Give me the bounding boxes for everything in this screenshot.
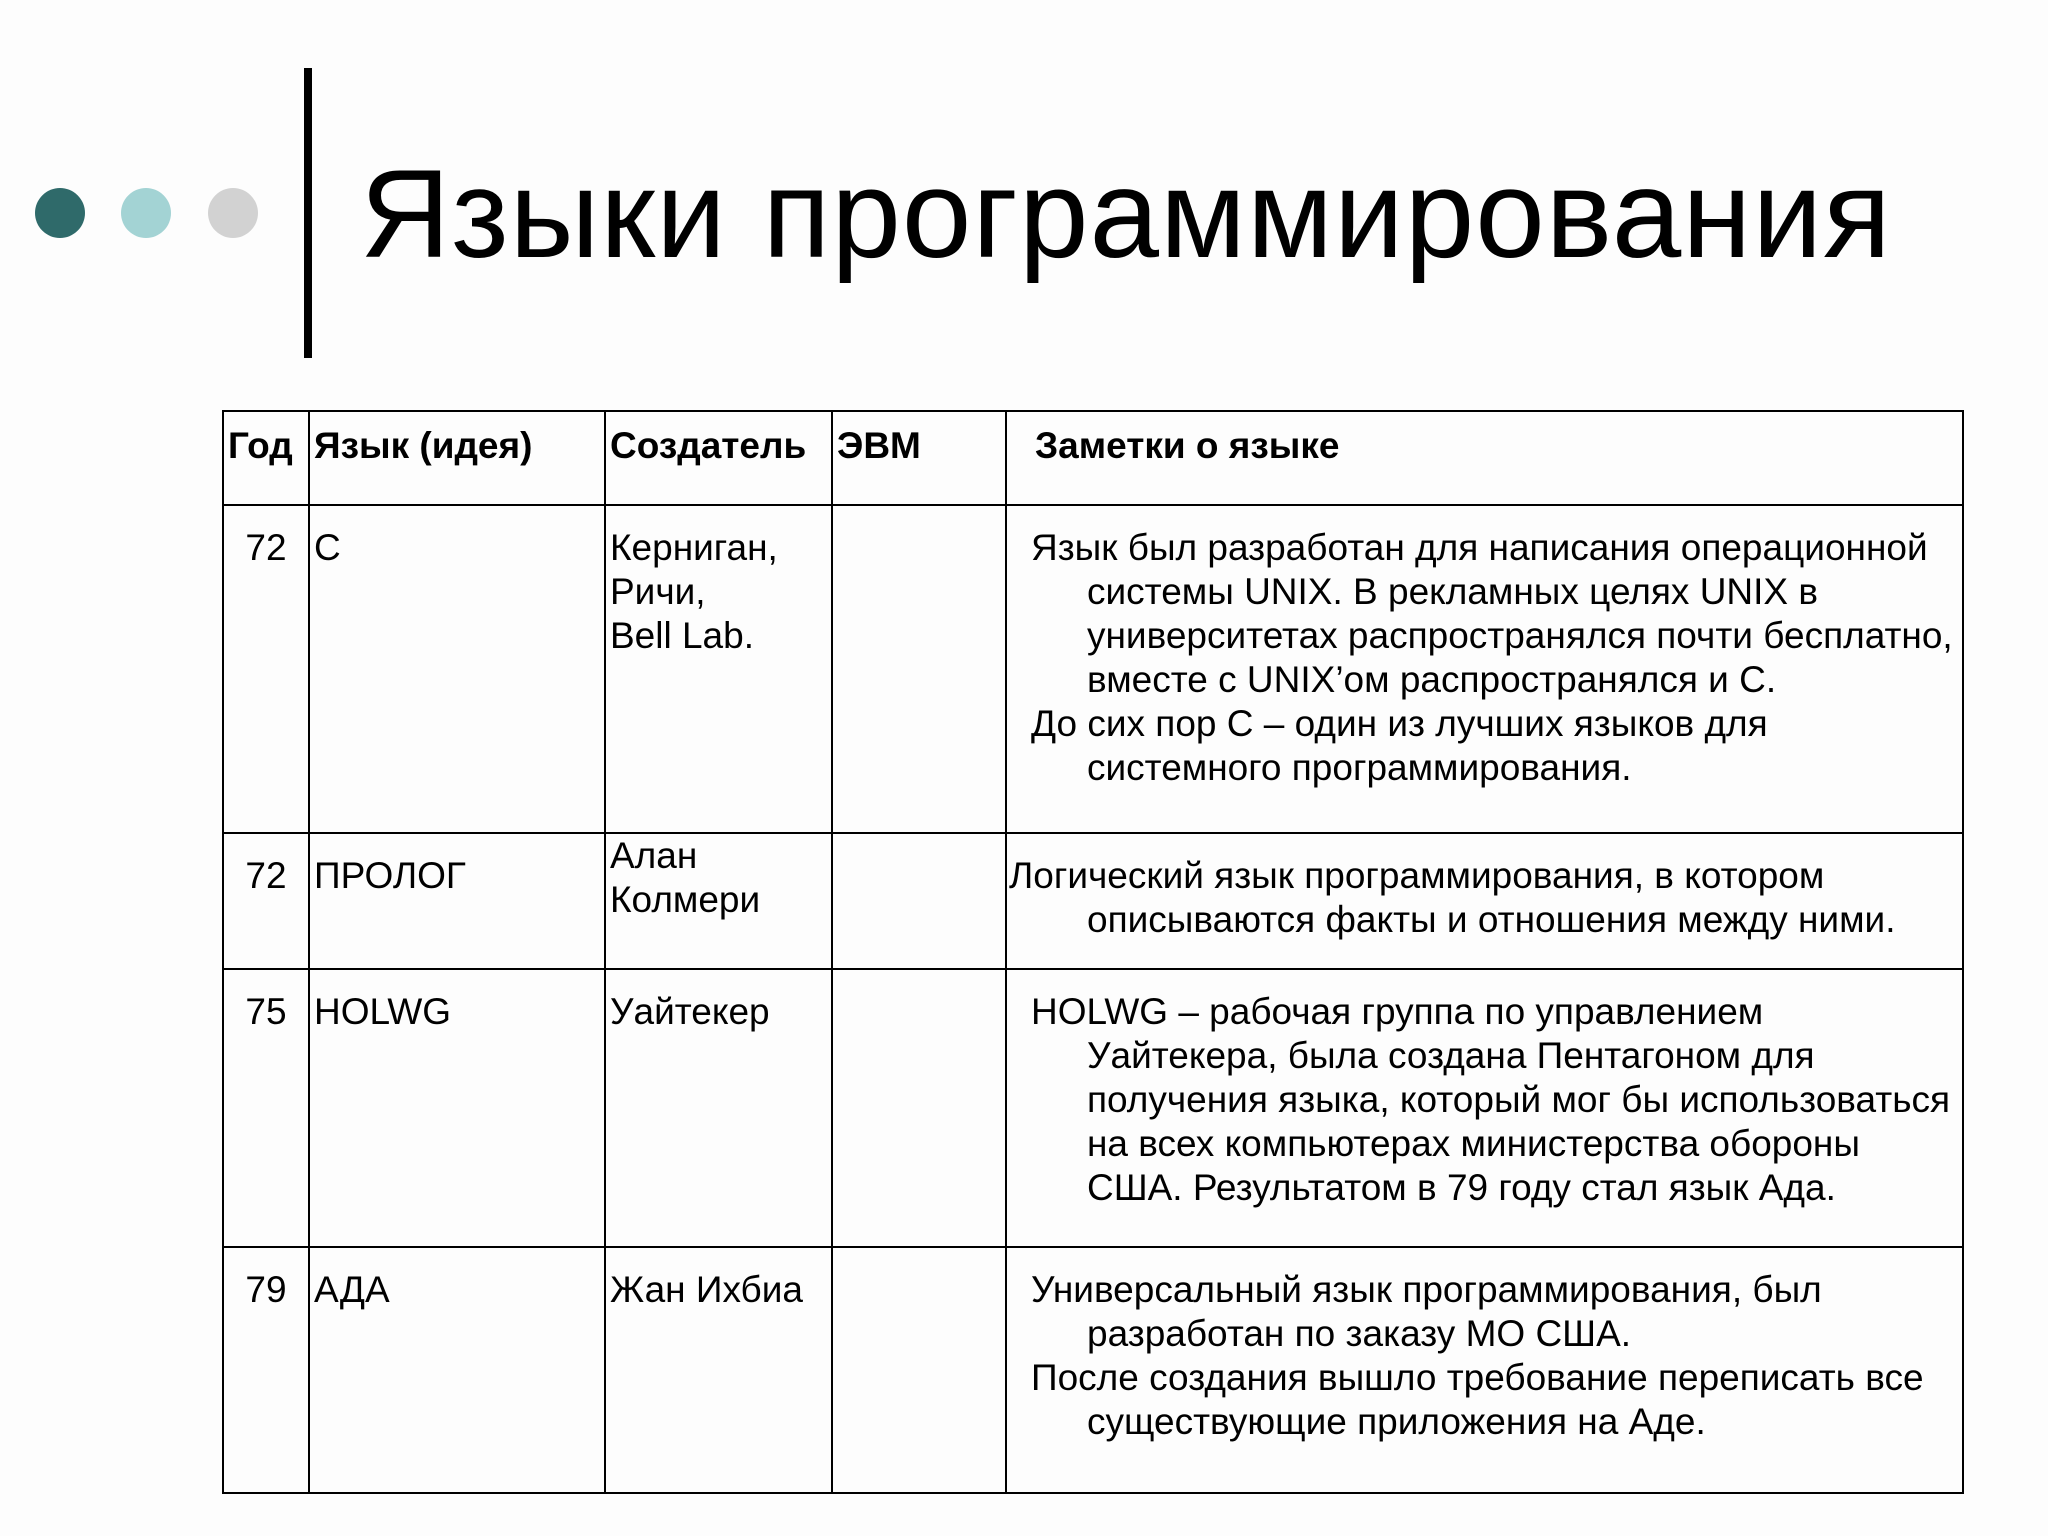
cell-year: 72 bbox=[223, 505, 309, 833]
slide-title: Языки программирования bbox=[360, 145, 1892, 284]
cell-evm bbox=[832, 505, 1006, 833]
languages-table bbox=[222, 410, 1964, 1494]
cell-creator: Уайтекер bbox=[605, 969, 832, 1247]
cell-evm bbox=[832, 969, 1006, 1247]
cell-notes: Универсальный язык программирования, был разработан по заказу МО США. После создания вышло требование переписать все существующие приложения на Аде. bbox=[1006, 1247, 1963, 1493]
table-row bbox=[223, 505, 1963, 833]
cell-creator: Жан Ихбиа bbox=[605, 1247, 832, 1493]
decorative-dot-dark bbox=[35, 188, 85, 238]
decorative-dot-gray bbox=[208, 188, 258, 238]
cell-language: АДА bbox=[309, 1247, 605, 1493]
cell-year: 72 bbox=[223, 833, 309, 969]
header-evm: ЭВМ bbox=[832, 411, 1006, 505]
cell-year: 75 bbox=[223, 969, 309, 1247]
cell-notes: HOLWG – рабочая группа по управлением Уайтекера, была создана Пентагоном для получения языка, который мог бы использоваться на всех компьютерах министерства обороны США. Результатом в 79 году стал язык Ада. bbox=[1006, 969, 1963, 1247]
table-row bbox=[223, 969, 1963, 1247]
cell-language: ПРОЛОГ bbox=[309, 833, 605, 969]
decorative-dot-light bbox=[121, 188, 171, 238]
header-year: Год bbox=[223, 411, 309, 505]
cell-creator: Алан Колмери bbox=[605, 833, 832, 969]
table-header-row bbox=[223, 411, 1963, 505]
cell-language: C bbox=[309, 505, 605, 833]
header-notes: Заметки о языке bbox=[1006, 411, 1963, 505]
header-creator: Создатель bbox=[605, 411, 832, 505]
cell-evm bbox=[832, 1247, 1006, 1493]
cell-notes: Язык был разработан для написания операционной системы UNIX. В рекламных целях UNIX в университетах распространялся почти бесплатно, вместе с UNIX’ом распространялся и С. До сих пор С – один из лучших языков для системного программирования. bbox=[1006, 505, 1963, 833]
cell-year: 79 bbox=[223, 1247, 309, 1493]
title-divider-line bbox=[304, 68, 312, 358]
cell-language: HOLWG bbox=[309, 969, 605, 1247]
table-row bbox=[223, 833, 1963, 969]
cell-creator: Керниган, Ричи, Bell Lab. bbox=[605, 505, 832, 833]
table-row bbox=[223, 1247, 1963, 1493]
header-language: Язык (идея) bbox=[309, 411, 605, 505]
cell-notes: Логический язык программирования, в котором описываются факты и отношения между ними. bbox=[1006, 833, 1963, 969]
cell-evm bbox=[832, 833, 1006, 969]
